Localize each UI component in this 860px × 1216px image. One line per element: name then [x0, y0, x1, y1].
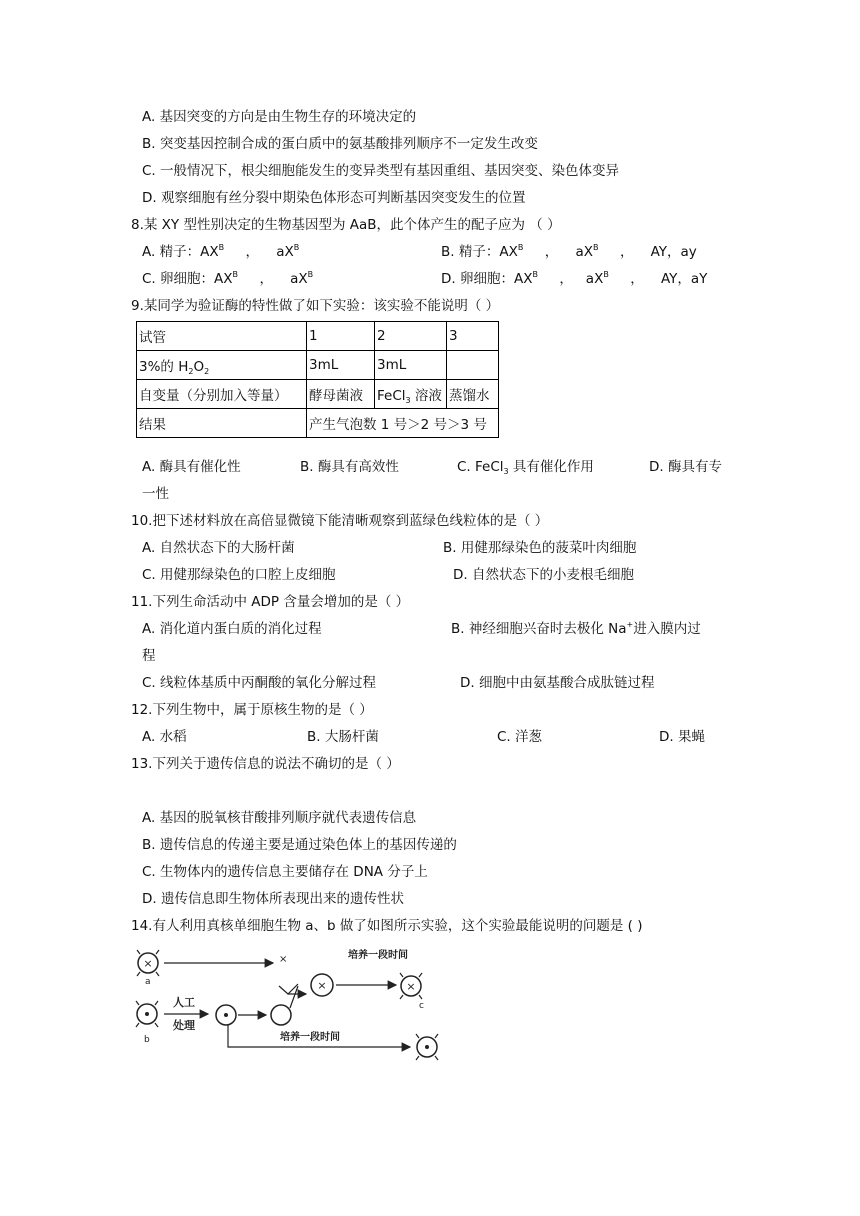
q8-stem: 8.某 XY 型性别决定的生物基因型为 AaB，此个体产生的配子应为 （ ） — [131, 217, 561, 233]
q14-stem: 14.有人利用真核单细胞生物 a、b 做了如图所示实验，这个实验最能说明的问题是 ( ) — [131, 918, 643, 934]
q11-option-b-continued: 程 — [142, 648, 156, 664]
svg-text:×: × — [317, 979, 327, 992]
table-cell: 试管 — [137, 322, 307, 351]
q11-stem: 11.下列生命活动中 ADP 含量会增加的是（ ） — [131, 594, 410, 610]
table-cell: 1 — [307, 322, 375, 351]
culture-label-top: 培养一段时间 — [348, 950, 408, 961]
q7-option-a: A. 基因突变的方向是由生物生存的环境决定的 — [142, 109, 417, 125]
q9-option-b: B. 酶具有高效性 — [300, 459, 399, 475]
q8-option-a: A. 精子：$AX^B$ ， $aX^B$ — [142, 243, 300, 260]
cell-c — [400, 973, 422, 999]
culture-label-bottom: 培养一段时间 — [280, 1032, 340, 1043]
q10-option-d: D. 自然状态下的小麦根毛细胞 — [453, 567, 634, 583]
q7-option-d: D. 观察细胞有丝分裂中期染色体形态可判断基因突变发生的位置 — [142, 190, 526, 206]
q9-option-a: A. 酶具有催化性 — [142, 459, 241, 475]
q11-option-a: A. 消化道内蛋白质的消化过程 — [142, 621, 322, 637]
table-cell: 产生气泡数 1 号＞2 号＞3 号 — [307, 409, 499, 438]
table-cell: 3%的 $H_2O_2$ — [137, 351, 307, 380]
table-row — [137, 380, 499, 409]
table-cell: 3 — [447, 322, 499, 351]
q7-option-b: B. 突变基因控制合成的蛋白质中的氨基酸排列顺序不一定发生改变 — [142, 136, 538, 152]
table-cell — [447, 351, 499, 380]
q14-experiment-figure — [128, 944, 448, 1068]
table-cell: FeCl$_3$ 溶液 — [375, 380, 447, 409]
svg-text:×: × — [143, 957, 153, 970]
table-cell: 结果 — [137, 409, 307, 438]
reconstructed-cell — [311, 974, 333, 996]
label-b: b — [144, 1035, 150, 1045]
cell-a — [137, 950, 159, 976]
table-cell: 3mL — [307, 351, 375, 380]
table-cell: 蒸馏水 — [447, 380, 499, 409]
q13-option-b: B. 遗传信息的传递主要是通过染色体上的基因传递的 — [142, 837, 457, 853]
q9-option-d: D. 酶具有专 — [649, 459, 722, 475]
q7-option-c: C. 一般情况下，根尖细胞能发生的变异类型有基因重组、基因突变、染色体变异 — [142, 163, 620, 179]
table-row — [137, 409, 499, 438]
label-c: c — [419, 1001, 424, 1011]
q8-option-d: D. 卵细胞：$AX^B$ ， $aX^B$ ， AY，aY — [441, 270, 708, 287]
enucleated-cell — [271, 1005, 291, 1025]
table-row — [137, 322, 499, 351]
q9-experiment-table — [136, 321, 499, 438]
cell-result-b — [416, 1034, 438, 1060]
process-label-1: 人工 — [173, 996, 195, 1009]
isolated-nucleus — [216, 1005, 236, 1025]
q13-option-c: C. 生物体内的遗传信息主要储存在 DNA 分子上 — [142, 864, 428, 880]
q12-option-a: A. 水稻 — [142, 729, 187, 745]
q12-option-b: B. 大肠杆菌 — [307, 729, 379, 745]
q9-option-c: C. FeCl$_3$ 具有催化作用 — [457, 459, 594, 476]
table-cell: 酵母菌液 — [307, 380, 375, 409]
table-row — [137, 351, 499, 380]
q10-option-a: A. 自然状态下的大肠杆菌 — [142, 540, 295, 556]
q13-stem: 13.下列关于遗传信息的说法不确切的是（ ） — [131, 756, 400, 772]
q12-option-c: C. 洋葱 — [497, 729, 543, 745]
q10-stem: 10.把下述材料放在高倍显微镜下能清晰观察到蓝绿色线粒体的是（ ） — [131, 513, 549, 529]
table-cell: 自变量（分别加入等量） — [137, 380, 307, 409]
label-a: a — [145, 977, 151, 987]
q8-option-b: B. 精子：$AX^B$ ， $aX^B$ ， AY，ay — [441, 243, 697, 260]
q13-option-d: D. 遗传信息即生物体所表现出来的遗传性状 — [142, 891, 404, 907]
q11-option-d: D. 细胞中由氨基酸合成肽链过程 — [460, 675, 655, 691]
q12-option-d: D. 果蝇 — [659, 729, 705, 745]
q11-option-c: C. 线粒体基质中丙酮酸的氧化分解过程 — [142, 675, 377, 691]
q10-option-c: C. 用健那绿染色的口腔上皮细胞 — [142, 567, 336, 583]
cell-b — [136, 1001, 158, 1027]
nucleus-mark: × — [279, 954, 288, 965]
table-cell: 2 — [375, 322, 447, 351]
q11-option-b: B. 神经细胞兴奋时去极化 Na+进入膜内过 — [451, 620, 701, 637]
q13-option-a: A. 基因的脱氧核苷酸排列顺序就代表遗传信息 — [142, 810, 417, 826]
q12-stem: 12.下列生物中，属于原核生物的是（ ） — [131, 702, 373, 718]
q9-stem: 9.某同学为验证酶的特性做了如下实验：该实验不能说明（ ） — [131, 298, 500, 314]
svg-text:×: × — [406, 980, 416, 993]
q8-option-c: C. 卵细胞：$AX^B$ ， $aX^B$ — [142, 270, 314, 287]
table-cell: 3mL — [375, 351, 447, 380]
process-label-2: 处理 — [173, 1019, 195, 1032]
q9-option-d-continued: 一性 — [142, 486, 169, 502]
q10-option-b: B. 用健那绿染色的菠菜叶肉细胞 — [443, 540, 637, 556]
